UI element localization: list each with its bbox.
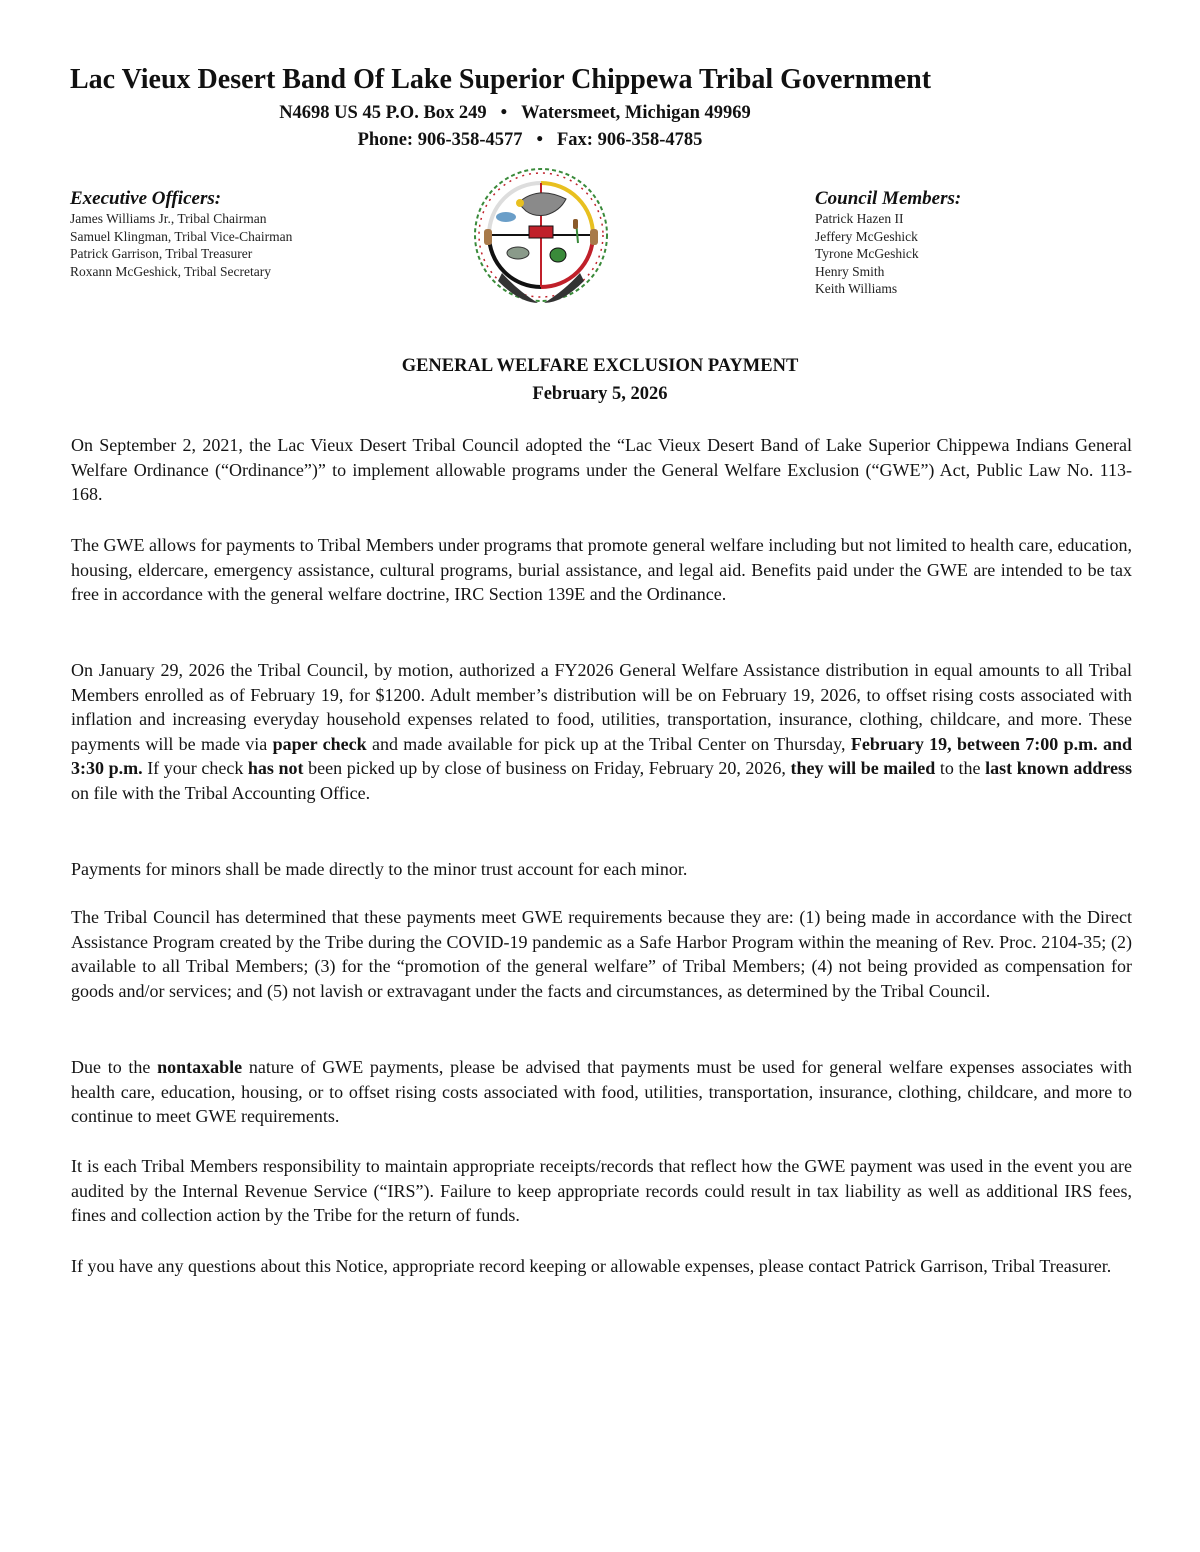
council-members-heading: Council Members:	[815, 188, 962, 209]
council-members-block	[815, 188, 961, 298]
text-span: on file with the Tribal Accounting Office.	[71, 782, 371, 803]
paragraph-recordkeeping: It is each Tribal Members responsibility to maintain appropriate receipts/records that reflect how the GWE payment was used in the event you are audited by the Internal Revenue Service (“IRS”). Failure to keep appropriate records could result in tax liability as well as additional IRS fees, fines and collection action by the Tribe for the return of funds.	[71, 1156, 1132, 1225]
fax-number: Fax: 906-358-4785	[557, 130, 703, 150]
text-span: and made available for pick up at the Tribal Center on Thursday,	[366, 733, 851, 754]
paragraph-gwe-requirements: The Tribal Council has determined that these payments meet GWE requirements because they are: (1) being made in accordance with the Direct Assistance Program created by the Tribe during the COVID-19 pandemic as a Safe Harbor Program within the meaning of Rev. Proc. 2104-35; (2) available to all Tribal Members; (3) for the “promotion of the general welfare” of Tribal Members; (4) not being provided as compensation for goods and/or services; and (5) not lavish or extravagant under the facts and circumstances, as determined by the Tribal Council.	[71, 907, 1132, 1001]
text-span: to the	[935, 758, 986, 778]
organization-address	[0, 103, 1030, 124]
paragraph-minors-payments: Payments for minors shall be made directly to the minor trust account for each minor.	[71, 859, 688, 879]
organization-name: Lac Vieux Desert Band Of Lake Superior Chippewa Tribal Government	[70, 64, 932, 95]
bold-payment-method: paper check	[272, 733, 367, 754]
bold-nontaxable: nontaxable	[157, 1057, 243, 1077]
document-date: February 5, 2026	[532, 384, 668, 404]
bullet-separator: •	[536, 130, 543, 150]
address-street: N4698 US 45 P.O. Box 249	[279, 103, 487, 123]
bold-will-be-mailed: they will be mailed	[790, 758, 936, 778]
council-member-name: Patrick Hazen II	[815, 211, 904, 226]
council-member-name: Keith Williams	[815, 281, 898, 296]
bold-has-not: has not	[247, 758, 304, 778]
address-city: Watersmeet, Michigan 49969	[521, 103, 751, 123]
officer-name: Samuel Klingman, Tribal Vice-Chairman	[70, 228, 293, 244]
bold-last-known-address: last known address	[985, 758, 1132, 778]
bullet-separator: •	[500, 103, 508, 123]
paragraph-gwe-overview: The GWE allows for payments to Tribal Members under programs that promote general welfare including but not limited to health care, education, housing, eldercare, emergency assistance, cultural programs, burial assistance, and legal aid. Benefits paid under the GWE are intended to be tax free in accordance with the general welfare doctrine, IRC Section 139E and the Ordinance.	[71, 535, 1132, 604]
text-span: been picked up by close of business on Friday, February 20, 2026,	[303, 758, 791, 778]
text-span: If your check	[142, 758, 248, 778]
executive-officers-block	[70, 188, 292, 280]
paragraph-contact: If you have any questions about this Notice, appropriate record keeping or allowable expenses, please contact Patrick Garrison, Tribal Treasurer.	[71, 1256, 1112, 1276]
phone-number: Phone: 906-358-4577	[357, 130, 523, 150]
paragraph-distribution-details	[71, 658, 1132, 805]
text-span: Due to the	[71, 1057, 158, 1077]
organization-contact	[0, 130, 1060, 151]
council-member-name: Henry Smith	[815, 263, 885, 279]
tribal-seal-icon	[468, 163, 614, 315]
officer-name: Roxann McGeshick, Tribal Secretary	[70, 263, 271, 279]
executive-officers-heading: Executive Officers:	[70, 188, 222, 209]
officer-name: James Williams Jr., Tribal Chairman	[70, 211, 267, 226]
paragraph-ordinance-adoption: On September 2, 2021, the Lac Vieux Desert Tribal Council adopted the “Lac Vieux Desert Band of Lake Superior Chippewa Indians General Welfare Ordinance (“Ordinance”)” to implement allowable programs under the General Welfare Exclusion (“GWE”) Act, Public Law No. 113-168.	[71, 435, 1132, 504]
text-span: On January 29, 2026 the Tribal Council, by motion, authorized a FY2026 General Welfare Assistance distribution in equal amounts to all Tribal Members enrolled as of February 19, for $1200. Adult member’s distribution will be on February 19, 2026, to offset rising costs associated with inflation and increasing everyday household expenses related to food, utilities, transportation, insurance, clothing, childcare, and more. These payments will be made via	[71, 660, 1132, 754]
document-title: GENERAL WELFARE EXCLUSION PAYMENT	[401, 356, 799, 376]
text-span: nature of GWE payments, please be advised that payments must be used for general welfare expenses associates with health care, education, housing, or to offset rising costs associated with food, utilities, transportation, insurance, clothing, childcare, and more to continue to meet GWE requirements.	[71, 1057, 1132, 1126]
officer-name: Patrick Garrison, Tribal Treasurer	[70, 246, 253, 261]
council-member-name: Jeffery McGeshick	[815, 228, 918, 244]
paragraph-nontaxable-notice	[71, 1055, 1132, 1129]
council-member-name: Tyrone McGeshick	[815, 246, 919, 261]
bold-pickup-time: February 19, between 7:00 p.m. and 3:30 p.m.	[71, 733, 1132, 778]
